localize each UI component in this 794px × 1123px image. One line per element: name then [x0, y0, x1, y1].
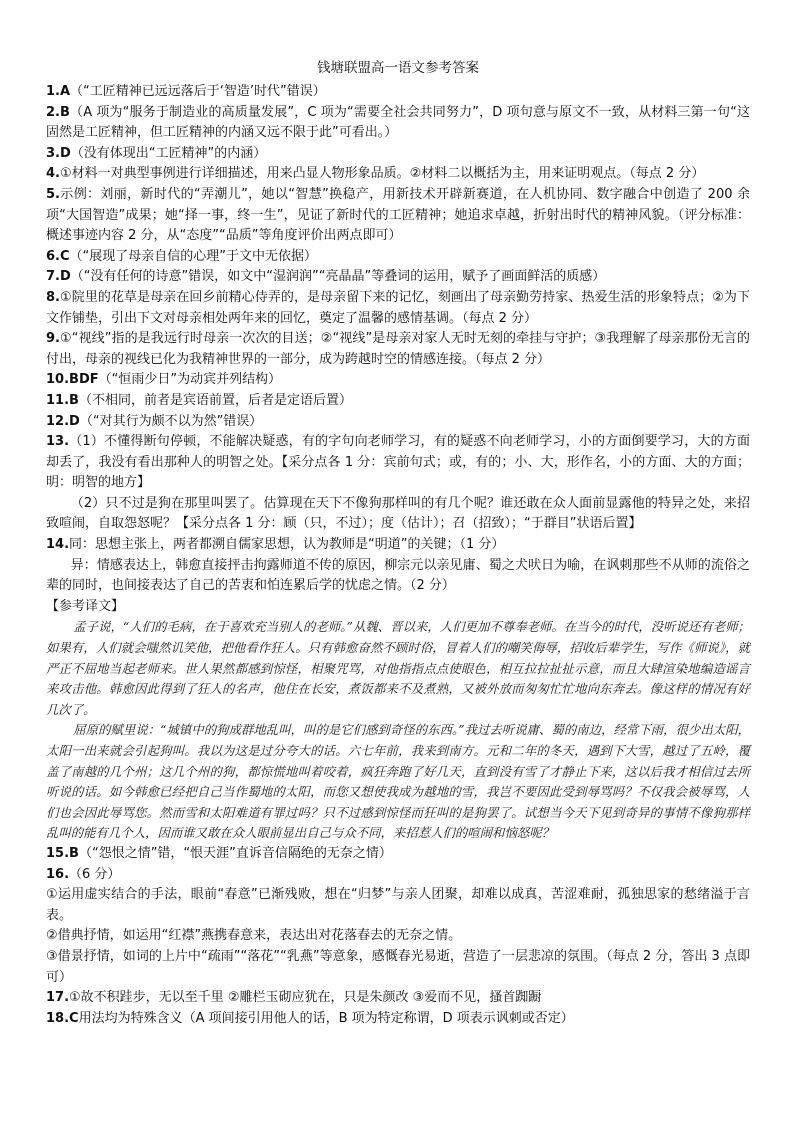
- answer-line: [46, 288, 750, 329]
- answer-line: [46, 185, 750, 247]
- answer-text: 示例：刘丽，新时代的“弄潮儿”，她以“智慧”换稳产，用新技术开辟新赛道，在人机协同、数字融合中创造了 200 余项“大国智造”成果；她“择一事，终一生”，见证了新时代的工匠精神；她追求卓越，折射出时代的精神风貌。（评分标准：概述事迹内容 2 分，从“态度”“品质”等角度评价出两点即可）: [46, 186, 750, 244]
- question-number: 16.: [46, 866, 70, 882]
- answer-text: （6 分）: [69, 866, 121, 882]
- question-number: 5.: [46, 186, 60, 202]
- question-number: 3.D: [46, 145, 71, 161]
- answer-line: [46, 535, 750, 556]
- answer-text: （没有体现出“工匠精神”的内涵）: [70, 145, 267, 161]
- question-number: 18.C: [46, 1010, 79, 1026]
- answer-line: [46, 103, 750, 144]
- question-number: 1.A: [46, 84, 71, 99]
- question-number: 12.D: [46, 413, 80, 429]
- question-number: 11.B: [46, 392, 79, 408]
- question-number: 4.: [46, 166, 60, 182]
- reference-translation: [46, 617, 750, 844]
- question-number: 2.B: [46, 104, 70, 120]
- question-number: 7.D: [46, 269, 71, 285]
- question-number: 15.B: [46, 845, 79, 861]
- answer-line: [46, 329, 750, 370]
- question-number: 8.: [46, 289, 60, 305]
- answer-text: （2）只不过是狗在那里叫罢了。估算现在天下不像狗那样叫的有几个呢？谁还敢在众人面前显露他的特异之处，来招致喧闹，自取怨怒呢？【采分点各 1 分：顾（只，不过）；度（估计）；召（招致）；“于群目”状语后置】: [46, 495, 750, 532]
- answer-text: 用法均为特殊含义（A 项间接引用他人的话，B 项为特定称谓，D 项表示讽刺或否定）: [78, 1010, 574, 1026]
- answer-text: （“对其行为颇不以为然”错误）: [79, 413, 263, 429]
- answer-line: [46, 926, 750, 947]
- answer-list: [46, 82, 750, 617]
- answer-text: （“展现了母亲自信的心理”于文中无依据）: [69, 248, 318, 264]
- translation-paragraph: 孟子说，“人们的毛病，在于喜欢充当别人的老师。”从魏、晋以来，人们更加不尊奉老师。在当今的时代，没听说还有老师；如果有，人们就会嗤然讥笑他，把他看作狂人。只有韩愈奋然不顾时俗，冒着人们的嘲笑侮辱，招收后辈学生，写作《师说》，就严正不屈地当起老师来。世人果然都感到惊怪，相聚咒骂，对他指指点点使眼色，相互拉拉扯扯示意，而且大肆渲染地编造谣言来攻击他。韩愈因此得到了狂人的名声，他住在长安，煮饭都来不及煮熟，又被外放而匆匆忙忙地向东奔去。像这样的情况有好几次了。: [46, 619, 750, 717]
- answer-line: [46, 370, 750, 391]
- answer-text: （A 项为“服务于制造业的高质量发展”，C 项为“需要全社会共同努力”，D 项句意与原文不一致，从材料三第一句“这固然是工匠精神，但工匠精神的内涵又远不限于此”可看出。）: [46, 104, 750, 141]
- answer-text: ①材料一对典型事例进行详细描述，用来凸显人物形象品质。②材料二以概括为主，用来证明观点。（每点 2 分）: [59, 166, 705, 182]
- answer-text: （“工匠精神已远远落后于‘智造’时代”错误）: [70, 84, 326, 99]
- answer-sheet: [46, 58, 750, 1029]
- answer-text: ③借景抒情，如词的上片中“疏雨”“落花”“乳燕”等意象，感慨春光易逝，营造了一层悲凉的氛围。（每点 2 分，答出 3 点即可）: [46, 948, 750, 985]
- answer-line: [46, 247, 750, 268]
- answer-text: ②借典抒情，如运用“红襟”燕携春意来，表达出对花落春去的无奈之情。: [46, 928, 462, 944]
- answer-text: ①运用虚实结合的手法，眼前“春意”已渐残败，想在“归梦”与亲人团聚，却难以成真，苦涩难耐，孤独思家的愁绪溢于言表。: [46, 887, 750, 923]
- answer-text: （不相同，前者是宾语前置，后者是定语后置）: [78, 392, 352, 408]
- answer-line: [46, 412, 750, 433]
- answer-line: [46, 164, 750, 185]
- answer-list-continued: [46, 844, 750, 1029]
- question-number: 6.C: [46, 248, 70, 264]
- answer-line: [46, 844, 750, 865]
- answer-text: 异：情感表达上，韩愈直接抨击拘露师道不传的原因，柳宗元以亲见庸、蜀之犬吠日为喻，在讽刺那些不从师的流俗之辈的同时，也间接表达了自己的苦衷和怕连累后学的忧虑之情。（2 分）: [46, 557, 750, 594]
- answer-text: 同：思想主张上，两者都溯自儒家思想，认为教师是“明道”的关键；（1 分）: [69, 537, 505, 553]
- question-number: 14.: [46, 537, 70, 553]
- question-number: 13.: [46, 434, 70, 450]
- answer-text: （“恒雨少日”为动宾并列结构）: [98, 372, 282, 388]
- answer-text: ①故不积跬步，无以至千里 ②雕栏玉砌应犹在，只是朱颜改 ③爱而不见，搔首踟蹰: [69, 990, 542, 1006]
- question-number: 9.: [46, 331, 60, 347]
- question-number: 17.: [46, 990, 70, 1006]
- answer-line: [46, 267, 750, 288]
- answer-line: [46, 865, 750, 886]
- answer-line: [46, 432, 750, 494]
- answer-text: （“怨恨之情”错，“恨天涯”直诉音信隔绝的无奈之情）: [78, 845, 392, 861]
- answer-line: [46, 1009, 750, 1030]
- answer-line: [46, 597, 750, 618]
- answer-line: [46, 556, 750, 597]
- answer-line: [46, 988, 750, 1009]
- page-title: 钱塘联盟高一语文参考答案: [317, 60, 479, 76]
- answer-line: [46, 947, 750, 988]
- answer-line: [46, 82, 750, 103]
- answer-text: （1）不懂得断句停顿，不能解决疑惑，有的字句向老师学习，有的疑惑不向老师学习，小的方面倒要学习，大的方面却丢了，我没有看出那种人的明智之处。【采分点各 1 分：宾前句式；或，有的；小、大，形作名，小的方面、大的方面；明：明智的地方】: [46, 434, 750, 491]
- answer-line: [46, 494, 750, 535]
- answer-line: [46, 391, 750, 412]
- answer-text: ①院里的花草是母亲在回乡前精心侍弄的，是母亲留下来的记忆，刻画出了母亲勤劳持家、热爱生活的形象特点；②为下文作铺垫，引出下文对母亲相处两年来的回忆，奠定了温馨的感情基调。（每点 2 分）: [46, 289, 750, 326]
- question-number: 10.BDF: [46, 372, 99, 388]
- translation-paragraph: 屈原的赋里说：“城镇中的狗成群地乱叫，叫的是它们感到奇怪的东西。”我过去听说庸、蜀的南边，经常下雨，很少出太阳，太阳一出来就会引起狗叫。我以为这是过分夸大的话。六七年前，我来到南方。元和二年的冬天，遇到下大雪，越过了五岭，覆盖了南越的几个州；这几个州的狗，都惊慌地叫着咬着，疯狂奔跑了好几天，直到没有雪了才静止下来，这以后我才相信过去所听说的话。如今韩愈已经把自己当作蜀地的太阳，而您又想使我成为越地的雪，我岂不要因此受到辱骂吗？不仅我会被辱骂，人们也会因此辱骂您。然而雪和太阳难道有罪过吗？只不过感到惊怪而狂叫的是狗罢了。试想当今天下见到奇异的事情不像狗那样乱叫的能有几个人，因而谁又敢在众人眼前显出自己与众不同，来招惹人们的喧闹和恼怒呢？: [46, 722, 750, 841]
- answer-text: ①“视线”指的是我远行时母亲一次次的目送；②“视线”是母亲对家人无时无刻的牵挂与守护；③我理解了母亲那份无言的付出，母亲的视线已化为我精神世界的一部分，成为跨越时空的情感连接。（每点 2 分）: [46, 331, 750, 367]
- answer-text: 【参考译文】: [46, 598, 125, 614]
- answer-line: [46, 144, 750, 165]
- answer-text: （“没有任何的诗意”错误，如文中“湿润润”“亮晶晶”等叠词的运用，赋予了画面鲜活的质感）: [70, 269, 606, 285]
- answer-line: [46, 885, 750, 926]
